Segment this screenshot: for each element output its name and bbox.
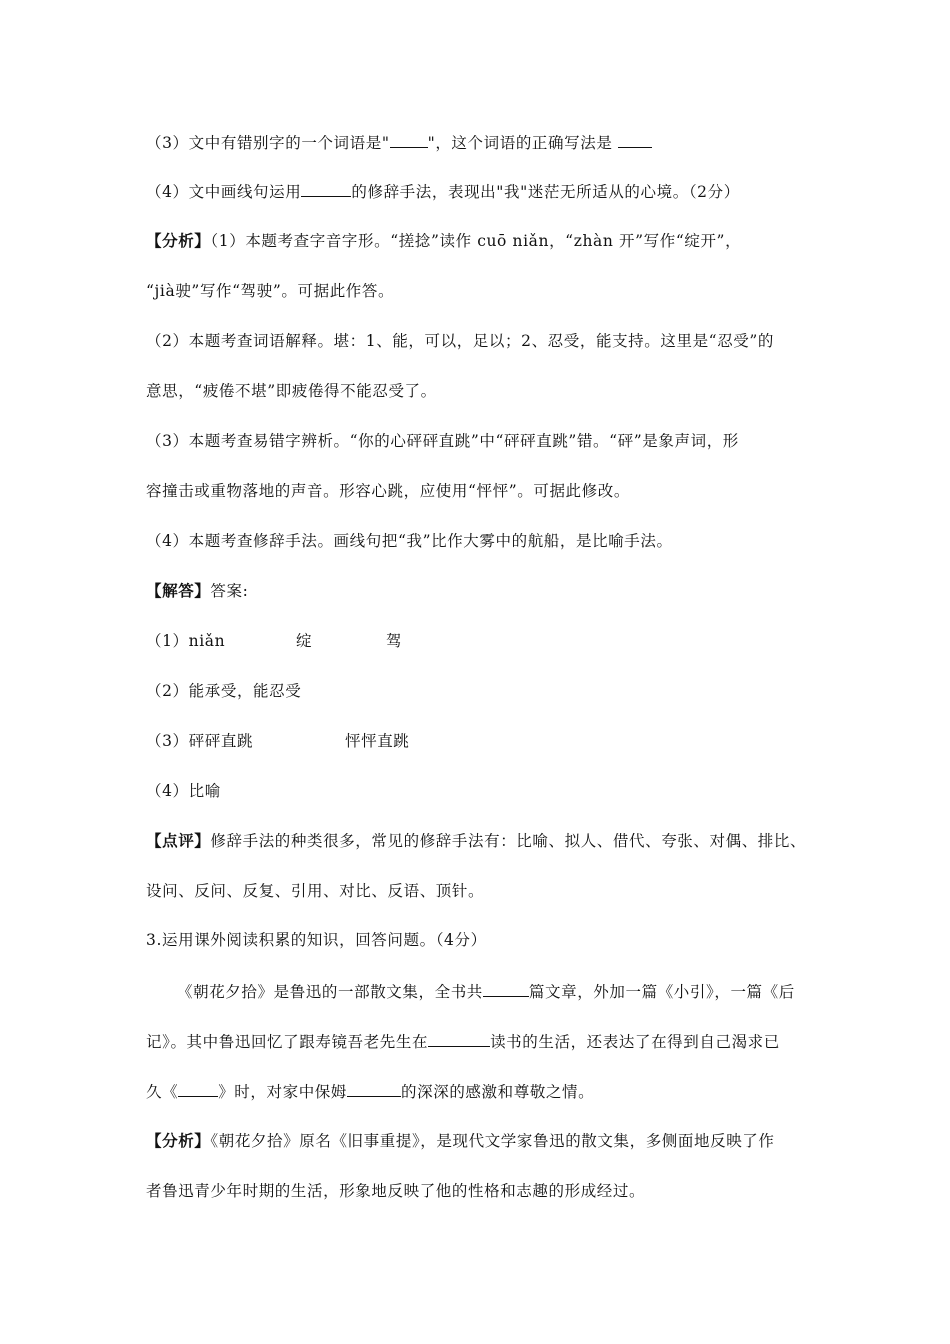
question-3-mid: "，这个词语的正确写法是	[427, 134, 618, 152]
question-text: 读书的生活，还表达了在得到自己渴求已	[490, 1033, 780, 1051]
analysis2-line-1	[146, 1131, 775, 1151]
question-body-line-2	[146, 1030, 780, 1052]
comment-text: 设问、反问、反复、引用、对比、反语、顶针。	[146, 882, 485, 900]
question-text: 》时，对家中保姆	[218, 1083, 348, 1101]
analysis2-tag: 【分析】	[146, 1131, 211, 1150]
analysis-text: （1）本题考查字音字形。“搓捻”读作 cuō niǎn，“zhàn 开”写作“绽开”，	[210, 232, 742, 250]
analysis-text: “jià驶”写作“驾驶”。可据此作答。	[146, 282, 395, 300]
answer-blank	[483, 980, 529, 997]
answer-tag: 【解答】	[146, 581, 211, 600]
question-text: 篇文章，外加一篇《小引》，一篇《后	[528, 983, 795, 1001]
question-3-prefix: （3）文中有错别字的一个词语是"	[146, 134, 390, 152]
answer-label: 答案:	[210, 582, 249, 600]
answer-4	[146, 781, 221, 801]
analysis-line-1	[146, 231, 741, 251]
analysis-text: （3）本题考查易错字辨析。“你的心砰砰直跳”中“砰砰直跳”错。“砰”是象声词，形	[146, 432, 739, 450]
analysis-text: 容撞击或重物落地的声音。形容心跳，应使用“怦怦”。可据此修改。	[146, 482, 630, 500]
answer-1-c: 驾	[386, 632, 403, 650]
answer-header	[146, 581, 248, 601]
question-3-line	[146, 131, 652, 153]
question-title-text: 3.运用课外阅读积累的知识，回答问题。（4分）	[146, 931, 487, 949]
analysis2-line-2	[146, 1181, 645, 1201]
question-4-prefix: （4）文中画线句运用	[146, 183, 302, 201]
analysis-text: 意思，“疲倦不堪”即疲倦得不能忍受了。	[146, 382, 437, 400]
comment-line-1	[146, 831, 806, 851]
analysis-line-4	[146, 381, 437, 401]
question-title	[146, 930, 487, 950]
answer-blank	[390, 131, 428, 148]
answer-3	[146, 731, 409, 751]
answer-3-b: 怦怦直跳	[345, 732, 410, 750]
answer-4-text: （4）比喻	[146, 782, 221, 800]
analysis-line-3	[146, 331, 774, 351]
analysis-text: （2）本题考查词语解释。堪：1、能，可以，足以；2、忍受，能支持。这里是“忍受”的	[146, 332, 775, 350]
analysis-line-7	[146, 531, 673, 551]
answer-blank	[301, 180, 351, 197]
question-body-line-3	[146, 1080, 594, 1102]
answer-2-text: （2）能承受，能忍受	[146, 682, 302, 700]
analysis2-text: 《朝花夕拾》原名《旧事重提》，是现代文学家鲁迅的散文集，多侧面地反映了作	[210, 1132, 775, 1150]
comment-line-2	[146, 881, 484, 901]
analysis-text: （4）本题考查修辞手法。画线句把“我”比作大雾中的航船，是比喻手法。	[146, 532, 673, 550]
question-text: 久《	[146, 1083, 179, 1101]
analysis-line-2	[146, 281, 394, 301]
question-4-line	[146, 180, 740, 202]
question-text: 记》。其中鲁迅回忆了跟寿镜吾老先生在	[146, 1033, 429, 1051]
analysis-line-5	[146, 431, 739, 451]
comment-text: 修辞手法的种类很多，常见的修辞手法有：比喻、拟人、借代、夸张、对偶、排比、	[210, 832, 807, 850]
answer-blank	[178, 1080, 218, 1097]
answer-1	[146, 631, 402, 651]
answer-3-a: （3）砰砰直跳	[146, 732, 254, 750]
question-4-suffix: 的修辞手法，表现出"我"迷茫无所适从的心境。（2分）	[351, 183, 740, 201]
answer-1-b: 绽	[296, 632, 313, 650]
question-text: 的深深的感激和尊敬之情。	[401, 1083, 595, 1101]
analysis2-text: 者鲁迅青少年时期的生活，形象地反映了他的性格和志趣的形成经过。	[146, 1182, 646, 1200]
answer-1-a: （1）niǎn	[146, 632, 226, 650]
analysis-line-6	[146, 481, 630, 501]
answer-blank	[428, 1030, 490, 1047]
question-body-line-1	[177, 980, 795, 1002]
answer-2	[146, 681, 301, 701]
answer-blank	[618, 131, 652, 148]
comment-tag: 【点评】	[146, 831, 211, 850]
analysis-tag: 【分析】	[146, 231, 211, 250]
question-text: 《朝花夕拾》是鲁迅的一部散文集，全书共	[177, 983, 483, 1001]
answer-blank	[347, 1080, 401, 1097]
